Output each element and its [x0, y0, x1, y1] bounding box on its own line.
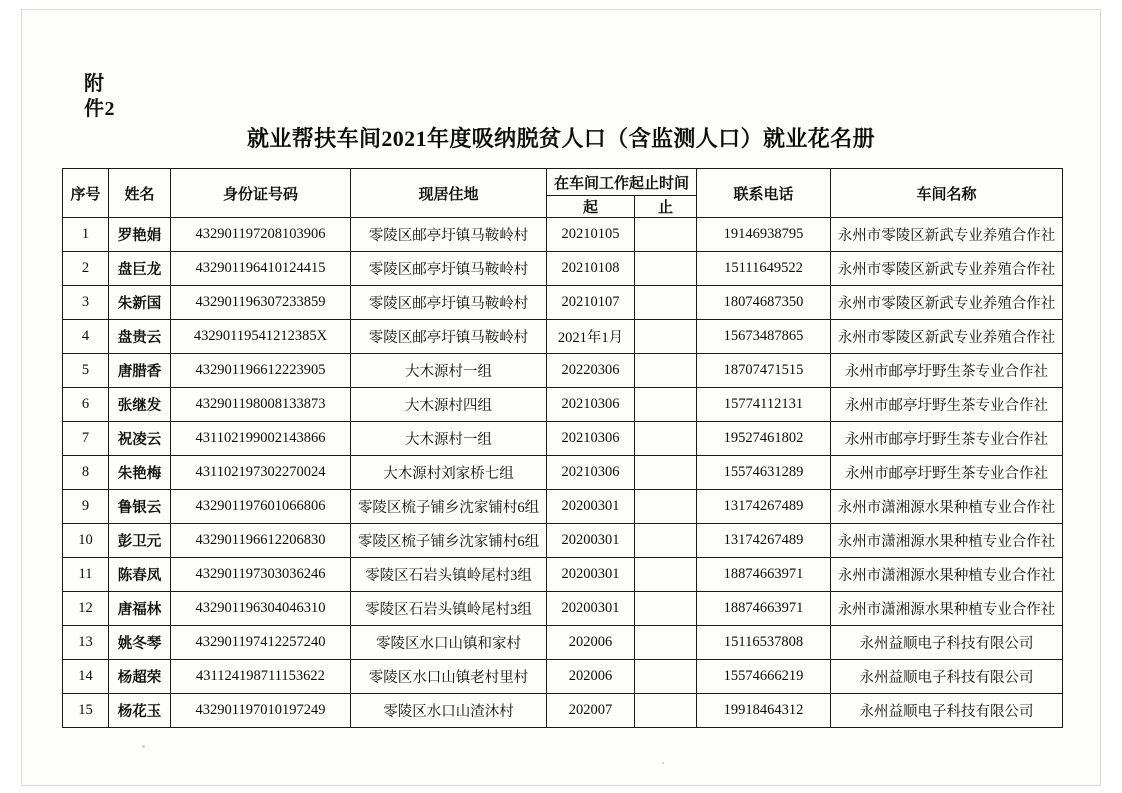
cell-work-start: 20210107 — [547, 286, 635, 320]
table-row — [63, 422, 1063, 456]
cell-index: 3 — [63, 286, 109, 320]
cell-workshop: 永州益顺电子科技有限公司 — [831, 694, 1063, 728]
cell-phone: 19146938795 — [697, 218, 831, 252]
cell-phone: 15774112131 — [697, 388, 831, 422]
cell-name: 陈春凤 — [109, 558, 171, 592]
table-row — [63, 252, 1063, 286]
header-id-number: 身份证号码 — [171, 169, 351, 218]
cell-address: 零陵区邮亭圩镇马鞍岭村 — [351, 320, 547, 354]
paper-speck — [662, 762, 664, 764]
table-row — [63, 660, 1063, 694]
table-body — [63, 218, 1063, 728]
cell-id-number: 432901196410124415 — [171, 252, 351, 286]
cell-workshop: 永州市潇湘源水果种植专业合作社 — [831, 558, 1063, 592]
table-header — [63, 169, 1063, 218]
cell-work-start: 202006 — [547, 660, 635, 694]
cell-work-end — [635, 626, 697, 660]
cell-workshop: 永州益顺电子科技有限公司 — [831, 660, 1063, 694]
cell-workshop: 永州市零陵区新武专业养殖合作社 — [831, 252, 1063, 286]
cell-id-number: 431102197302270024 — [171, 456, 351, 490]
cell-workshop: 永州市潇湘源水果种植专业合作社 — [831, 592, 1063, 626]
cell-phone: 15673487865 — [697, 320, 831, 354]
header-work-period: 在车间工作起止时间 — [547, 169, 697, 196]
roster-table — [62, 168, 1063, 728]
cell-work-start: 20200301 — [547, 524, 635, 558]
cell-work-start: 202006 — [547, 626, 635, 660]
cell-work-end — [635, 524, 697, 558]
cell-work-end — [635, 490, 697, 524]
cell-index: 6 — [63, 388, 109, 422]
cell-work-end — [635, 422, 697, 456]
cell-phone: 19918464312 — [697, 694, 831, 728]
cell-work-end — [635, 320, 697, 354]
cell-address: 零陵区邮亭圩镇马鞍岭村 — [351, 218, 547, 252]
cell-work-start: 20200301 — [547, 490, 635, 524]
cell-id-number: 432901198008133873 — [171, 388, 351, 422]
cell-address: 大木源村刘家桥七组 — [351, 456, 547, 490]
cell-id-number: 432901197601066806 — [171, 490, 351, 524]
cell-name: 朱艳梅 — [109, 456, 171, 490]
cell-phone: 15111649522 — [697, 252, 831, 286]
cell-workshop: 永州市邮亭圩野生茶专业合作社 — [831, 422, 1063, 456]
cell-work-end — [635, 286, 697, 320]
cell-work-start: 20210306 — [547, 456, 635, 490]
cell-name: 唐福林 — [109, 592, 171, 626]
table-row — [63, 694, 1063, 728]
cell-work-start: 20210306 — [547, 422, 635, 456]
cell-index: 11 — [63, 558, 109, 592]
cell-work-end — [635, 252, 697, 286]
table-row — [63, 354, 1063, 388]
cell-workshop: 永州市邮亭圩野生茶专业合作社 — [831, 388, 1063, 422]
cell-name: 鲁银云 — [109, 490, 171, 524]
cell-work-start: 20200301 — [547, 592, 635, 626]
table-header-row — [63, 169, 1063, 196]
cell-workshop: 永州益顺电子科技有限公司 — [831, 626, 1063, 660]
cell-address: 大木源村一组 — [351, 354, 547, 388]
cell-name: 祝凌云 — [109, 422, 171, 456]
cell-work-end — [635, 218, 697, 252]
cell-work-start: 202007 — [547, 694, 635, 728]
cell-workshop: 永州市潇湘源水果种植专业合作社 — [831, 524, 1063, 558]
cell-work-start: 2021年1月 — [547, 320, 635, 354]
cell-index: 12 — [63, 592, 109, 626]
cell-index: 5 — [63, 354, 109, 388]
cell-phone: 18707471515 — [697, 354, 831, 388]
page-title: 就业帮扶车间2021年度吸纳脱贫人口（含监测人口）就业花名册 — [246, 126, 875, 151]
cell-work-end — [635, 694, 697, 728]
cell-workshop: 永州市零陵区新武专业养殖合作社 — [831, 286, 1063, 320]
header-phone: 联系电话 — [697, 169, 831, 218]
cell-work-end — [635, 456, 697, 490]
header-work-end: 止 — [635, 196, 697, 218]
cell-address: 零陵区水口山镇老村里村 — [351, 660, 547, 694]
cell-work-end — [635, 354, 697, 388]
attachment-label — [84, 72, 144, 122]
cell-name: 杨超荣 — [109, 660, 171, 694]
cell-phone: 15574666219 — [697, 660, 831, 694]
table-row — [63, 456, 1063, 490]
cell-index: 15 — [63, 694, 109, 728]
cell-address: 零陵区石岩头镇岭尾村3组 — [351, 592, 547, 626]
header-workshop: 车间名称 — [831, 169, 1063, 218]
cell-id-number: 432901196612206830 — [171, 524, 351, 558]
cell-work-end — [635, 592, 697, 626]
cell-phone: 15574631289 — [697, 456, 831, 490]
cell-work-start: 20210105 — [547, 218, 635, 252]
header-index: 序号 — [63, 169, 109, 218]
cell-id-number: 43290119541212385X — [171, 320, 351, 354]
cell-id-number: 431102199002143866 — [171, 422, 351, 456]
table-row — [63, 626, 1063, 660]
cell-id-number: 432901197010197249 — [171, 694, 351, 728]
cell-workshop: 永州市邮亭圩野生茶专业合作社 — [831, 354, 1063, 388]
table-row — [63, 320, 1063, 354]
header-work-start: 起 — [547, 196, 635, 218]
cell-phone: 18074687350 — [697, 286, 831, 320]
cell-id-number: 432901197412257240 — [171, 626, 351, 660]
attachment-label-line2: 件2 — [84, 98, 115, 120]
cell-work-start: 20200301 — [547, 558, 635, 592]
cell-index: 7 — [63, 422, 109, 456]
cell-name: 杨花玉 — [109, 694, 171, 728]
cell-name: 朱新国 — [109, 286, 171, 320]
cell-index: 10 — [63, 524, 109, 558]
header-address: 现居住地 — [351, 169, 547, 218]
cell-workshop: 永州市潇湘源水果种植专业合作社 — [831, 490, 1063, 524]
cell-id-number: 432901197303036246 — [171, 558, 351, 592]
cell-id-number: 432901196307233859 — [171, 286, 351, 320]
cell-index: 9 — [63, 490, 109, 524]
cell-work-end — [635, 388, 697, 422]
cell-phone: 18874663971 — [697, 558, 831, 592]
cell-name: 盘巨龙 — [109, 252, 171, 286]
cell-work-end — [635, 660, 697, 694]
cell-name: 唐腊香 — [109, 354, 171, 388]
cell-address: 零陵区邮亭圩镇马鞍岭村 — [351, 252, 547, 286]
cell-work-start: 20210108 — [547, 252, 635, 286]
cell-index: 4 — [63, 320, 109, 354]
cell-index: 8 — [63, 456, 109, 490]
header-name: 姓名 — [109, 169, 171, 218]
cell-index: 13 — [63, 626, 109, 660]
table-row — [63, 558, 1063, 592]
cell-address: 零陵区梳子铺乡沈家铺村6组 — [351, 524, 547, 558]
table-row — [63, 592, 1063, 626]
table-row — [63, 490, 1063, 524]
cell-id-number: 432901196612223905 — [171, 354, 351, 388]
table-row — [63, 524, 1063, 558]
cell-phone: 15116537808 — [697, 626, 831, 660]
cell-address: 零陵区水口山渣沐村 — [351, 694, 547, 728]
cell-index: 14 — [63, 660, 109, 694]
cell-name: 张继发 — [109, 388, 171, 422]
cell-workshop: 永州市邮亭圩野生茶专业合作社 — [831, 456, 1063, 490]
table-row — [63, 286, 1063, 320]
cell-address: 大木源村四组 — [351, 388, 547, 422]
paper-speck — [142, 745, 145, 748]
cell-workshop: 永州市零陵区新武专业养殖合作社 — [831, 320, 1063, 354]
cell-address: 零陵区邮亭圩镇马鞍岭村 — [351, 286, 547, 320]
cell-phone: 18874663971 — [697, 592, 831, 626]
cell-address: 大木源村一组 — [351, 422, 547, 456]
cell-work-start: 20210306 — [547, 388, 635, 422]
table-row — [63, 388, 1063, 422]
cell-phone: 13174267489 — [697, 490, 831, 524]
cell-work-start: 20220306 — [547, 354, 635, 388]
cell-index: 1 — [63, 218, 109, 252]
cell-phone: 13174267489 — [697, 524, 831, 558]
cell-work-end — [635, 558, 697, 592]
cell-name: 姚冬琴 — [109, 626, 171, 660]
cell-phone: 19527461802 — [697, 422, 831, 456]
cell-address: 零陵区石岩头镇岭尾村3组 — [351, 558, 547, 592]
cell-address: 零陵区水口山镇和家村 — [351, 626, 547, 660]
cell-index: 2 — [63, 252, 109, 286]
cell-name: 彭卫元 — [109, 524, 171, 558]
paper-sheet — [22, 10, 1100, 785]
cell-id-number: 432901196304046310 — [171, 592, 351, 626]
cell-address: 零陵区梳子铺乡沈家铺村6组 — [351, 490, 547, 524]
cell-name: 罗艳娟 — [109, 218, 171, 252]
cell-workshop: 永州市零陵区新武专业养殖合作社 — [831, 218, 1063, 252]
cell-id-number: 431124198711153622 — [171, 660, 351, 694]
cell-name: 盘贵云 — [109, 320, 171, 354]
attachment-label-line1: 附 — [84, 73, 105, 95]
table-row — [63, 218, 1063, 252]
cell-id-number: 432901197208103906 — [171, 218, 351, 252]
